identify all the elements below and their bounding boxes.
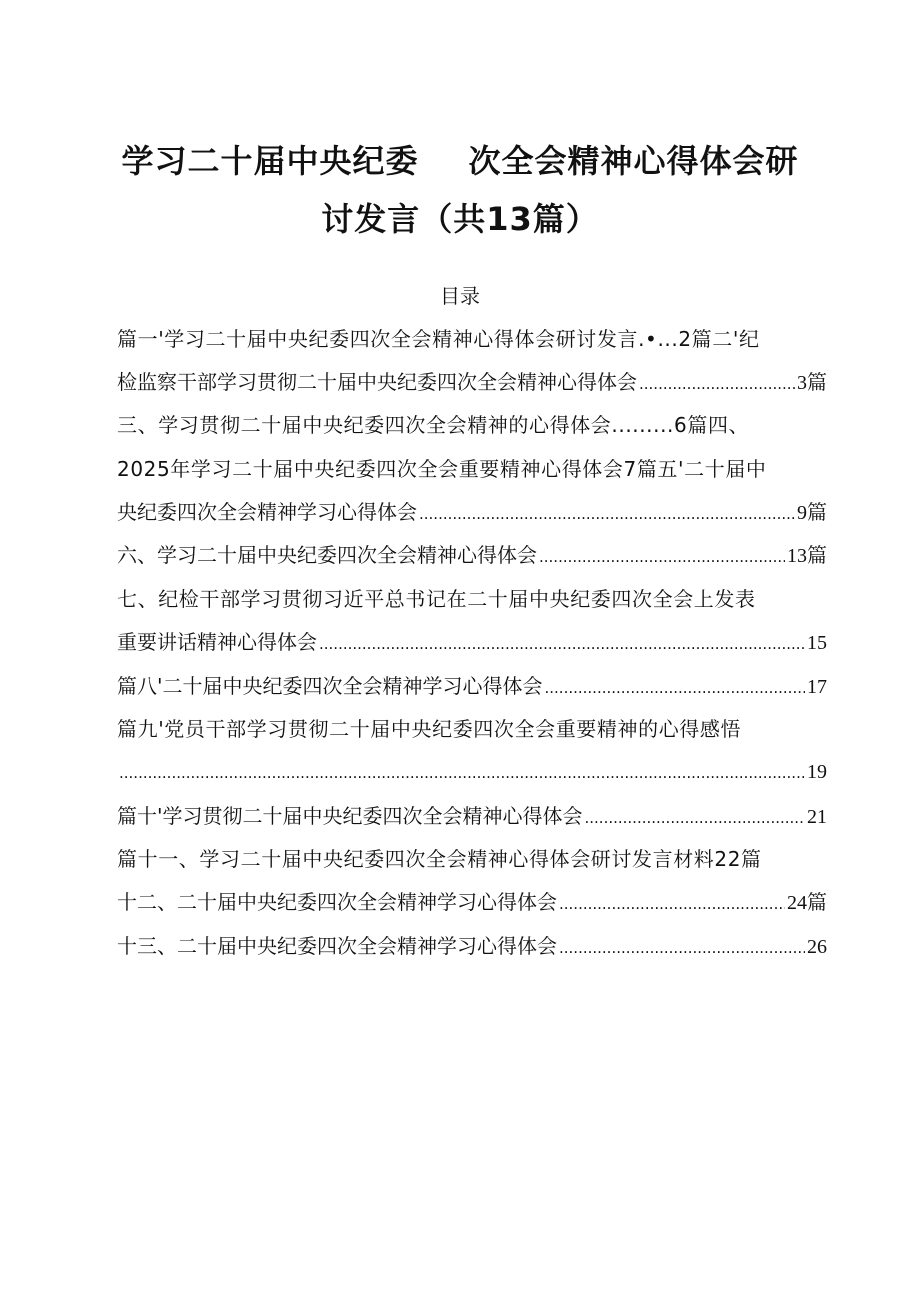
toc-line[interactable] [117, 757, 827, 787]
toc-line[interactable] [117, 584, 827, 614]
toc-line[interactable] [117, 540, 827, 570]
toc-line[interactable] [117, 497, 827, 527]
document-title-line-1 [0, 136, 920, 182]
toc-page-number: 26 [807, 936, 827, 958]
toc-line[interactable] [117, 714, 827, 744]
toc-line[interactable] [117, 454, 827, 484]
toc-line-text: 十三、二十届中央纪委四次全会精神学习心得体会 [117, 934, 557, 958]
toc-page-number: 19 [807, 761, 827, 783]
toc-line-text: 七、纪检干部学习贯彻习近平总书记在二十届中央纪委四次全会上发表 [117, 587, 756, 611]
toc-line[interactable] [117, 627, 827, 657]
toc-line[interactable] [117, 801, 827, 831]
toc-line-text: 三、学习贯彻二十届中央纪委四次全会精神的心得体会.........6篇四、 [117, 413, 750, 437]
title-text-left: 学习二十届中央纪委 [121, 142, 419, 180]
toc-page-number: 17 [807, 676, 827, 698]
toc-dot-leader [545, 673, 806, 701]
toc-line-tail: 篇 [807, 890, 827, 914]
toc-heading: 目录 [440, 284, 480, 308]
toc-dot-leader [119, 758, 805, 787]
toc-page-number: 3 [797, 372, 807, 394]
toc-dot-leader [639, 369, 795, 397]
toc-line-text: 检监察干部学习贯彻二十届中央纪委四次全会精神心得体会 [117, 370, 637, 394]
toc-dot-leader [539, 542, 785, 570]
document-title-line-2: 讨发言（共13篇） [321, 200, 599, 238]
toc-dot-leader [559, 889, 785, 917]
toc-page-number: 13 [787, 545, 807, 567]
toc-dot-leader [559, 933, 805, 961]
toc-line-tail: 篇 [807, 370, 827, 394]
toc-line-tail: 篇 [807, 543, 827, 567]
toc-line-text: 六、学习二十届中央纪委四次全会精神心得体会 [117, 543, 537, 567]
toc-line-text: 重要讲话精神心得体会 [117, 630, 317, 654]
toc-page-number: 21 [807, 806, 827, 828]
toc-line[interactable] [117, 931, 827, 961]
toc-page-number: 24 [787, 892, 807, 914]
toc-line[interactable] [117, 844, 827, 874]
toc-dot-leader [419, 499, 795, 527]
toc-line[interactable] [117, 410, 827, 440]
title-text-right: 次全会精神心得体会研 [468, 142, 799, 180]
toc-line[interactable] [117, 324, 827, 354]
toc-page-number: 9 [797, 502, 807, 524]
toc-line-text: 篇一'学习二十届中央纪委四次全会精神心得体会研讨发言.•...2篇二'纪 [117, 327, 760, 351]
toc-dot-leader [319, 629, 805, 657]
toc-page-number: 15 [807, 632, 827, 654]
toc-line[interactable] [117, 367, 827, 397]
toc-line-tail: 篇 [807, 500, 827, 524]
toc-line-text: 央纪委四次全会精神学习心得体会 [117, 500, 417, 524]
toc-line[interactable] [117, 887, 827, 917]
toc-line[interactable] [117, 671, 827, 701]
toc-line-text: 篇十一、学习二十届中央纪委四次全会精神心得体会研讨发言材料22篇 [117, 847, 762, 871]
toc-line-text: 篇九'党员干部学习贯彻二十届中央纪委四次全会重要精神的心得感悟 [117, 717, 742, 741]
toc-line-text: 2025年学习二十届中央纪委四次全会重要精神心得体会7篇五'二十届中 [117, 457, 767, 481]
toc-dot-leader [585, 803, 806, 831]
toc-line-text: 十二、二十届中央纪委四次全会精神学习心得体会 [117, 890, 557, 914]
toc-line-text: 篇八'二十届中央纪委四次全会精神学习心得体会 [117, 674, 543, 698]
toc-line-text: 篇十'学习贯彻二十届中央纪委四次全会精神心得体会 [117, 804, 583, 828]
